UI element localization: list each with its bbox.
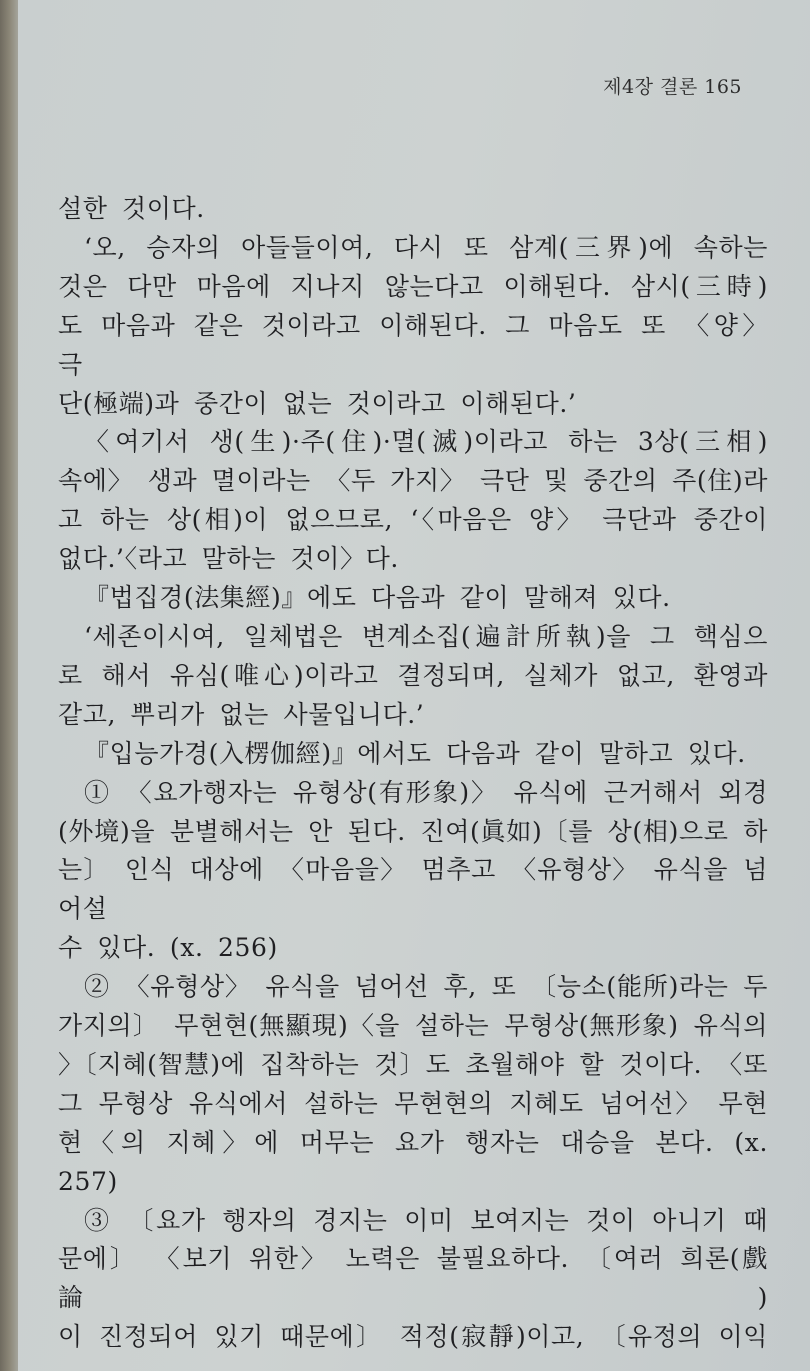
- text-line: 도 마음과 같은 것이라고 이해된다. 그 마음도 또 〈양〉 극: [58, 310, 768, 379]
- text-line: (外境)을 분별해서는 안 된다. 진여(眞如)〔를 상(相)으로 하: [58, 816, 768, 846]
- text-line: 『입능가경(入楞伽經)』에서도 다음과 같이 말하고 있다.: [84, 738, 746, 768]
- text-line: 고 하는 상(相)이 없으므로, ‘〈마음은 양〉 극단과 중간이: [58, 505, 768, 535]
- text-line: 그 무형상 유식에서 설하는 무현현의 지혜도 넘어선〉 무현: [58, 1088, 768, 1118]
- page-number: 165: [704, 76, 742, 98]
- chapter-title: 제4장 결론: [603, 76, 698, 98]
- text-line: 『법집경(法集經)』에도 다음과 같이 말해져 있다.: [84, 583, 671, 613]
- text-line: ‘세존이시여, 일체법은 변계소집(遍計所執)을 그 핵심으: [84, 621, 768, 651]
- text-line: 는〕 인식 대상에 〈마음을〉 멈추고 〈유형상〉 유식을 넘어설: [58, 855, 768, 924]
- book-page: [18, 0, 810, 1371]
- text-line: 같고, 뿌리가 없는 사물입니다.’: [58, 699, 425, 729]
- text-line: 로 해서 유심(唯心)이라고 결정되며, 실체가 없고, 환영과: [58, 660, 768, 690]
- text-line: 단(極端)과 중간이 없는 것이라고 이해된다.’: [58, 388, 577, 418]
- text-line: 것은 다만 마음에 지나지 않는다고 이해된다. 삼시(三時): [58, 271, 768, 301]
- text-line: 속에〉 생과 멸이라는 〈두 가지〉 극단 및 중간의 주(住)라: [58, 466, 768, 496]
- text-line: 수 있다. (x. 256): [58, 933, 278, 963]
- text-line: ‘오, 승자의 아들들이여, 다시 또 삼계(三界)에 속하는: [84, 232, 768, 262]
- text-line: ③ 〔요가 행자의 경지는 이미 보여지는 것이 아니기 때: [84, 1205, 768, 1235]
- text-line: 설한 것이다.: [58, 194, 205, 223]
- text-line: ② 〈유형상〉 유식을 넘어선 후, 또 〔능소(能所)라는 두: [84, 972, 768, 1002]
- text-line: 현〈의 지혜〉에 머무는 요가 행자는 대승을 본다. (x. 257): [58, 1127, 768, 1196]
- text-line: 문에〕 〈보기 위한〉 노력은 불필요하다. 〔여러 희론(戲論): [58, 1244, 768, 1313]
- text-line: ① 〈요가행자는 유형상(有形象)〉 유식에 근거해서 외경: [84, 777, 768, 807]
- text-line: 없다.’〈라고 말하는 것이〉다.: [58, 544, 399, 574]
- text-line: 이 진정되어 있기 때문에〕 적정(寂靜)이고, 〔유정의 이익: [58, 1322, 768, 1352]
- text-line: 가지의〕 무현현(無顯現)〈을 설하는 무형상(無形象) 유식의: [58, 1011, 768, 1041]
- text-line: 〉〔지혜(智慧)에 집착하는 것〕도 초월해야 할 것이다. 〈또: [58, 1049, 768, 1079]
- running-header: [603, 72, 742, 99]
- text-line: 〈여기서 생(生)·주(住)·멸(滅)이라고 하는 3상(三相): [84, 427, 768, 457]
- body-text: [58, 190, 768, 1357]
